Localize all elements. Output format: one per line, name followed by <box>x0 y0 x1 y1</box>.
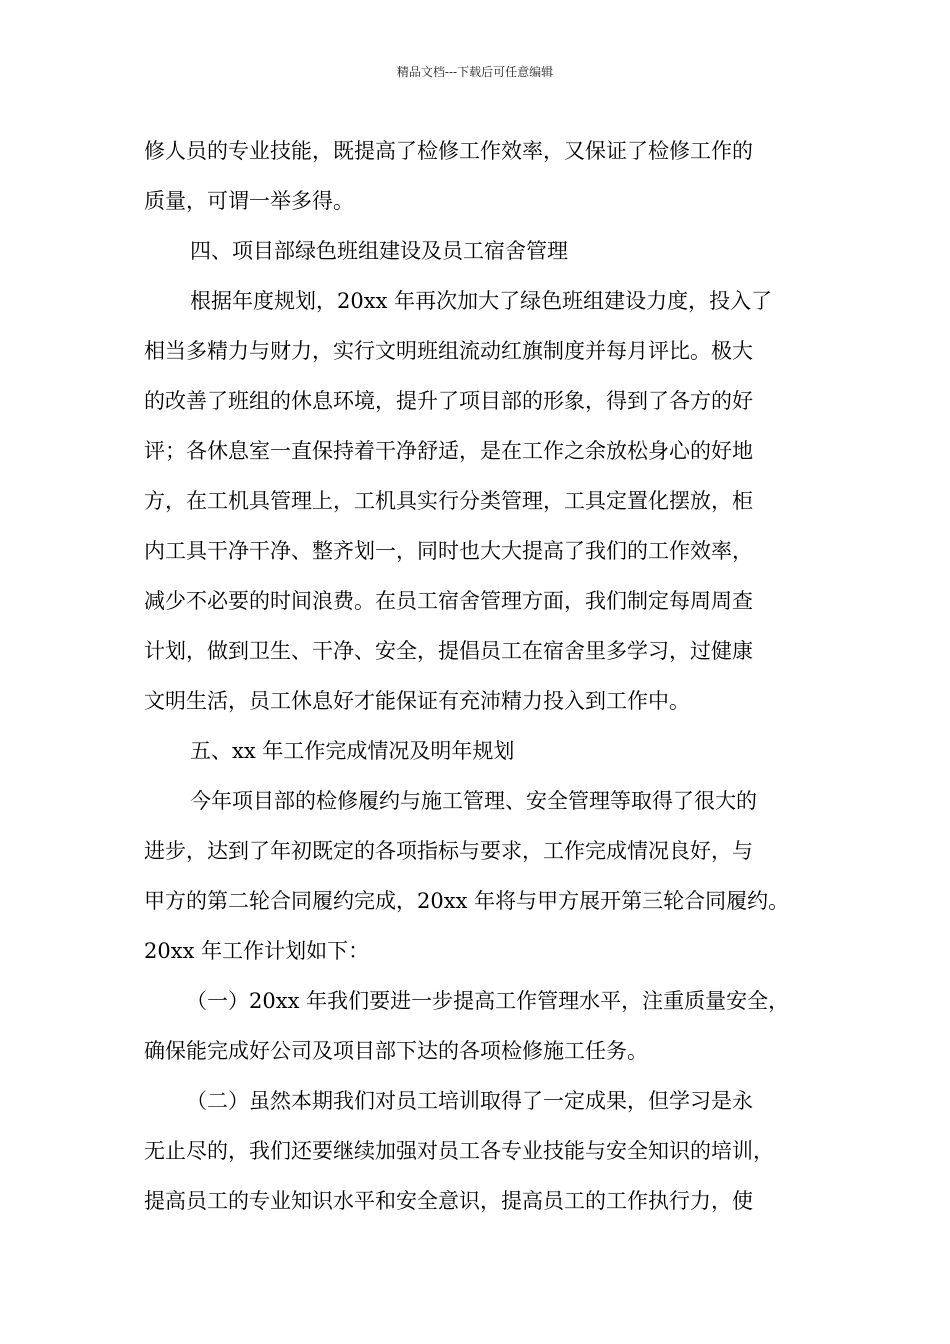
body-line: 无止尽的，我们还要继续加强对员工各专业技能与安全知识的培训， <box>144 1139 774 1163</box>
body-line: 提高员工的专业知识水平和安全意识，提高员工的工作执行力，使 <box>144 1189 753 1213</box>
body-line: 20xx 年工作计划如下： <box>144 939 370 963</box>
body-line: 计划，做到卫生、干净、安全，提倡员工在宿舍里多学习，过健康 <box>144 639 753 663</box>
body-line: 甲方的第二轮合同履约完成，20xx 年将与甲方展开第三轮合同履约。 <box>144 889 790 913</box>
body-line: 今年项目部的检修履约与施工管理、安全管理等取得了很大的 <box>190 789 757 813</box>
section-heading: 五、xx 年工作完成情况及明年规划 <box>190 739 515 763</box>
body-line: 根据年度规划，20xx 年再次加大了绿色班组建设力度，投入了 <box>190 289 773 313</box>
body-line: 相当多精力与财力，实行文明班组流动红旗制度并每月评比。极大 <box>144 339 753 363</box>
list-item: （二）虽然本期我们对员工培训取得了一定成果，但学习是永 <box>186 1089 753 1113</box>
body-line: 的改善了班组的休息环境，提升了项目部的形象，得到了各方的好 <box>144 389 753 413</box>
body-line: 确保能完成好公司及项目部下达的各项检修施工任务。 <box>144 1039 648 1063</box>
body-line: 进步，达到了年初既定的各项指标与要求，工作完成情况良好，与 <box>144 839 753 863</box>
body-line: 方，在工机具管理上，工机具实行分类管理，工具定置化摆放，柜 <box>144 489 753 513</box>
body-line: 减少不必要的时间浪费。在员工宿舍管理方面，我们制定每周周查 <box>144 589 753 613</box>
body-line: 文明生活，员工休息好才能保证有充沛精力投入到工作中。 <box>144 689 690 713</box>
body-line: 评；各休息室一直保持着干净舒适，是在工作之余放松身心的好地 <box>144 439 753 463</box>
body-line: 内工具干净干净、整齐划一，同时也大大提高了我们的工作效率， <box>144 539 753 563</box>
section-heading: 四、项目部绿色班组建设及员工宿舍管理 <box>190 239 568 263</box>
body-line: 质量，可谓一举多得。 <box>144 189 354 213</box>
list-item: （一）20xx 年我们要进一步提高工作管理水平，注重质量安全， <box>186 989 790 1013</box>
page-header: 精品文档---下载后可任意编辑 <box>396 65 554 79</box>
body-line: 修人员的专业技能，既提高了检修工作效率，又保证了检修工作的 <box>144 139 753 163</box>
